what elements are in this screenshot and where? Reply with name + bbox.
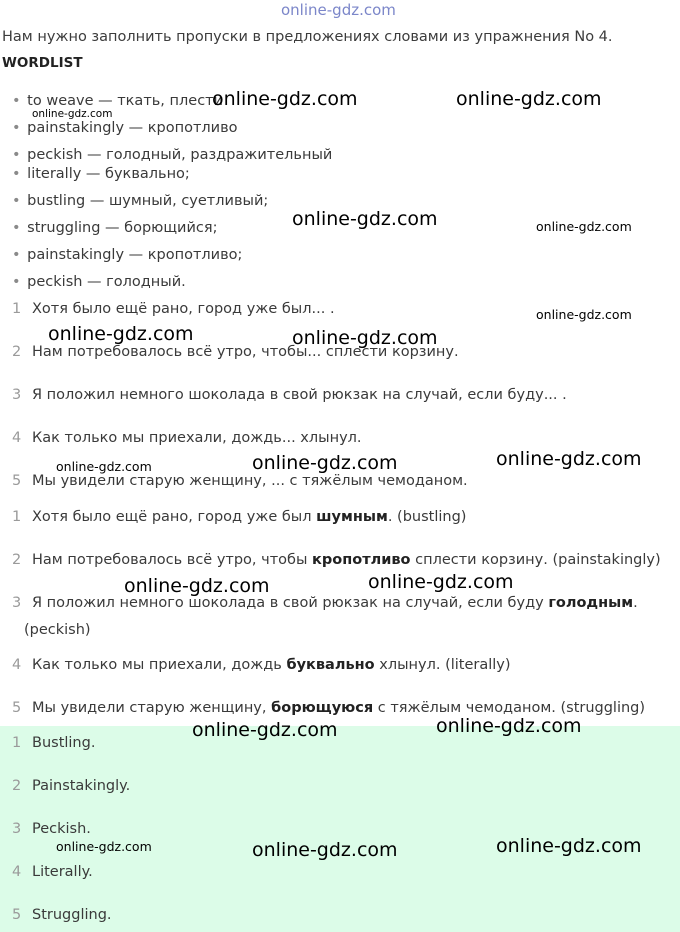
sentence-text: Как только мы приехали, дождь (32, 657, 287, 673)
wordlist-item (12, 193, 268, 209)
watermark: online-gdz.com (212, 88, 358, 110)
wordlist-item-text: literally — буквально; (27, 166, 190, 182)
item-number: 5 (12, 907, 22, 923)
sentence-text: . (633, 595, 638, 611)
item-number: 5 (12, 700, 22, 716)
item-number: 3 (12, 387, 22, 403)
wordlist-item (12, 274, 186, 290)
wordlist-item (12, 166, 190, 182)
item-number: 3 (12, 821, 22, 837)
sentence-text: хлынул. (literally) (374, 657, 511, 673)
watermark: online-gdz.com (368, 571, 514, 593)
watermark: online-gdz.com (124, 575, 270, 597)
wordlist-item (12, 147, 332, 163)
wordlist-item-text: peckish — голодный, раздражительный (27, 147, 333, 163)
answer-word: голодным (548, 595, 634, 611)
bullet-icon: • (12, 166, 21, 182)
answer-text: Painstakingly. (32, 778, 131, 794)
answer-item (12, 907, 112, 923)
site-header-link[interactable]: online-gdz.com (281, 1, 396, 19)
wordlist-item-text: struggling — борющийся; (27, 220, 218, 236)
bullet-icon: • (12, 120, 21, 136)
watermark: online-gdz.com (292, 208, 438, 230)
sentence-text: с тяжёлым чемоданом. (struggling) (373, 700, 646, 716)
filled-sentence-continuation: (peckish) (24, 622, 91, 638)
bullet-icon: • (12, 274, 21, 290)
sentence-text: Мы увидели старую женщину, (32, 700, 272, 716)
answer-item (12, 778, 130, 794)
watermark: online-gdz.com (56, 839, 152, 854)
gap-sentence (12, 301, 335, 317)
watermark: online-gdz.com (252, 839, 398, 861)
intro-text: Нам нужно заполнить пропуски в предложениях словами из упражнения No 4. (2, 29, 613, 45)
sentence-text: Как только мы приехали, дождь... хлынул. (32, 430, 362, 446)
answer-text: Bustling. (32, 735, 96, 751)
sentence-text: Нам потребовалось всё утро, чтобы (32, 552, 313, 568)
answer-word: кропотливо (312, 552, 411, 568)
filled-sentence (12, 657, 511, 673)
answer-text: Struggling. (32, 907, 112, 923)
item-number: 2 (12, 344, 22, 360)
watermark: online-gdz.com (48, 323, 194, 345)
wordlist-heading: WORDLIST (2, 55, 83, 71)
filled-sentence (12, 509, 466, 525)
item-number: 4 (12, 864, 22, 880)
wordlist-item-text: painstakingly — кропотливо; (27, 247, 243, 263)
wordlist-item-text: painstakingly — кропотливо (27, 120, 238, 136)
gap-sentence (12, 473, 468, 489)
wordlist-item-text: to weave — ткать, плести (27, 93, 224, 109)
item-number: 1 (12, 509, 22, 525)
item-number: 3 (12, 595, 22, 611)
item-number: 1 (12, 301, 22, 317)
item-number: 4 (12, 430, 22, 446)
item-number: 2 (12, 552, 22, 568)
filled-sentence (12, 552, 661, 568)
bullet-icon: • (12, 193, 21, 209)
bullet-icon: • (12, 147, 21, 163)
item-number: 4 (12, 657, 22, 673)
sentence-text: Хотя было ещё рано, город уже был... . (32, 301, 335, 317)
watermark: online-gdz.com (292, 327, 438, 349)
sentence-text: сплести корзину. (painstakingly) (410, 552, 661, 568)
watermark: online-gdz.com (536, 219, 632, 234)
bullet-icon: • (12, 93, 21, 109)
answers-panel (0, 726, 680, 932)
sentence-text: Хотя было ещё рано, город уже был (32, 509, 317, 525)
bullet-icon: • (12, 247, 21, 263)
answer-text: Literally. (32, 864, 93, 880)
sentence-text: Мы увидели старую женщину, ... с тяжёлым чемоданом. (32, 473, 468, 489)
item-number: 1 (12, 735, 22, 751)
watermark: online-gdz.com (456, 88, 602, 110)
watermark: online-gdz.com (32, 108, 113, 120)
wordlist-item (12, 120, 238, 136)
filled-sentence (12, 700, 645, 716)
answer-item (12, 821, 91, 837)
watermark: online-gdz.com (536, 307, 632, 322)
sentence-text: Я положил немного шоколада в свой рюкзак на случай, если буду... . (32, 387, 567, 403)
answer-word: буквально (286, 657, 375, 673)
answer-text: Peckish. (32, 821, 91, 837)
answer-word: борющуюся (271, 700, 374, 716)
watermark: online-gdz.com (496, 448, 642, 470)
item-number: 5 (12, 473, 22, 489)
watermark: online-gdz.com (496, 835, 642, 857)
sentence-text: Нам потребовалось всё утро, чтобы... сплести корзину. (32, 344, 459, 360)
answer-word: шумным (316, 509, 388, 525)
wordlist-item (12, 93, 223, 109)
watermark: online-gdz.com (252, 452, 398, 474)
sentence-text: . (bustling) (387, 509, 467, 525)
answer-item (12, 864, 93, 880)
answer-item (12, 735, 95, 751)
wordlist-item (12, 220, 217, 236)
watermark: online-gdz.com (56, 459, 152, 474)
filled-sentence (12, 595, 638, 611)
sentence-text: Я положил немного шоколада в свой рюкзак на случай, если буду (32, 595, 549, 611)
gap-sentence (12, 430, 362, 446)
wordlist-item-text: bustling — шумный, суетливый; (27, 193, 269, 209)
bullet-icon: • (12, 220, 21, 236)
item-number: 2 (12, 778, 22, 794)
wordlist-item (12, 247, 242, 263)
watermark: online-gdz.com (436, 715, 582, 737)
wordlist-item-text: peckish — голодный. (27, 274, 186, 290)
gap-sentence (12, 387, 567, 403)
watermark: online-gdz.com (192, 719, 338, 741)
